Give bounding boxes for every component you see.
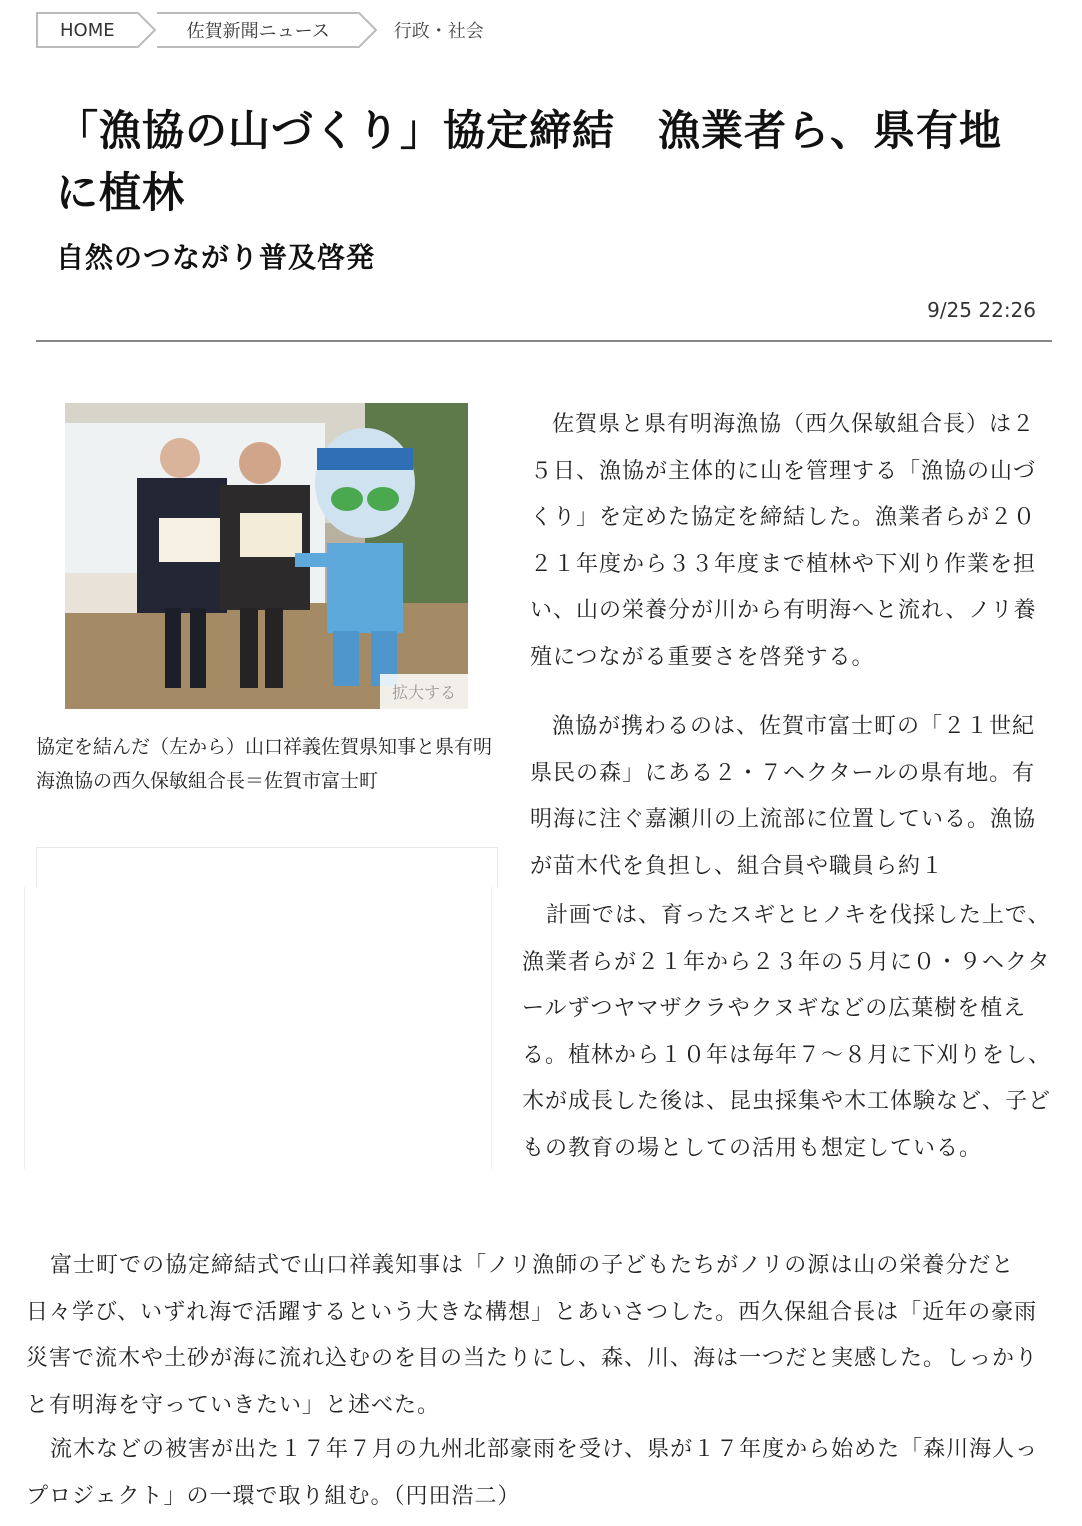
chevron-right-icon bbox=[137, 12, 157, 48]
breadcrumb-home-link[interactable] bbox=[36, 12, 137, 48]
breadcrumb-category: 行政・社会 bbox=[393, 21, 484, 42]
photo-illustration bbox=[65, 403, 468, 709]
article-paragraph: 計画では、育ったスギとヒノキを伐採した上で、漁業者らが２１年から２３年の５月に０・９ヘクタールずつヤマザクラやクヌギなどの広葉樹を植える。植林から１０年は毎年７～８月に下刈りをし、木が成長した後は、昆虫採集や木工体験など、子どもの教育の場としての活用も想定している。 bbox=[522, 903, 1052, 1161]
ad-space bbox=[24, 887, 492, 1169]
breadcrumb-home-label: HOME bbox=[60, 19, 115, 41]
enlarge-button[interactable]: 拡大する bbox=[380, 674, 468, 709]
article-headline: 「漁協の山づくり」協定締結 漁業者ら、県有地に植林 bbox=[56, 106, 1003, 217]
article-photo[interactable] bbox=[65, 403, 468, 709]
article-paragraph: 富士町での協定締結式で山口祥義知事は「ノリ漁師の子どもたちがノリの源は山の栄養分だと日々学び、いずれ海で活躍するという大きな構想」とあいさつした。西久保組合長は「近年の豪雨災害で流木や土砂が海に流れ込むのを目の当たりにし、森、川、海は一つだと実感した。しっかりと有明海を守っていきたい」と述べた。 bbox=[26, 1253, 1039, 1418]
article-paragraph: 漁協が携わるのは、佐賀市富士町の「２１世紀県民の森」にある２・７ヘクタールの県有地。有明海に注ぐ嘉瀬川の上流部に位置している。漁協が苗木代を負担し、組合員や職員ら約１ bbox=[530, 714, 1037, 879]
ad-frame bbox=[36, 847, 498, 887]
breadcrumb-section-label: 佐賀新聞ニュース bbox=[186, 21, 330, 42]
article-paragraph: 佐賀県と県有明海漁協（西久保敏組合長）は２５日、漁協が主体的に山を管理する「漁協の山づくり」を定めた協定を締結した。漁業者らが２０２１年度から３３年度まで植林や下刈り作業を担い、山の栄養分が川から有明海へと流れ、ノリ養殖につながる重要さを啓発する。 bbox=[530, 412, 1037, 670]
article-subheadline: 自然のつながり普及啓発 bbox=[56, 241, 376, 274]
article-timestamp: 9/25 22:26 bbox=[927, 298, 1036, 322]
chevron-right-icon bbox=[358, 12, 378, 48]
divider bbox=[36, 340, 1052, 342]
breadcrumb bbox=[36, 12, 484, 48]
article-paragraph: 流木などの被害が出た１７年７月の九州北部豪雨を受け、県が１７年度から始めた「森川海人っプロジェクト」の一環で取り組む。（円田浩二） bbox=[26, 1437, 1039, 1509]
photo-caption: 協定を結んだ（左から）山口祥義佐賀県知事と県有明海漁協の西久保敏組合長＝佐賀市富士町 bbox=[36, 736, 493, 792]
breadcrumb-section-link[interactable] bbox=[157, 12, 358, 48]
